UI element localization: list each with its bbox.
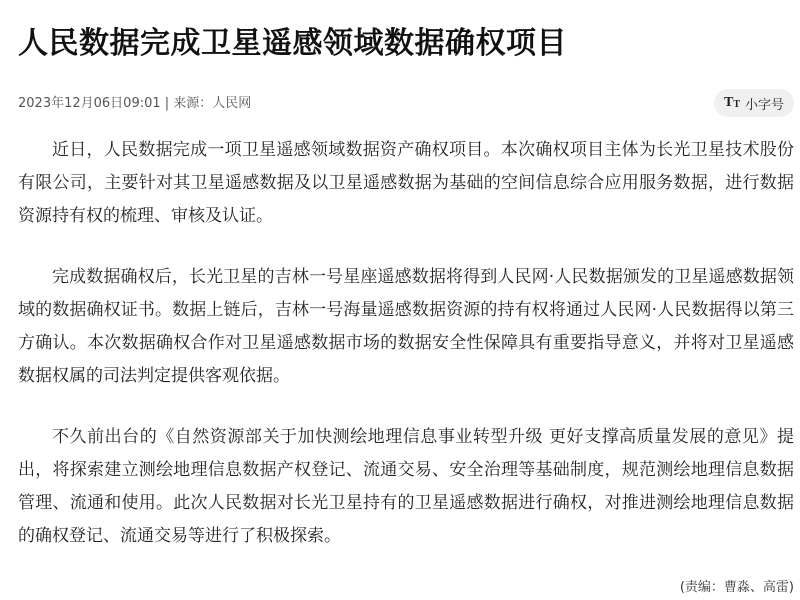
article-meta: 2023年12月06日09:01 | 来源：人民网 — [18, 96, 252, 111]
article-body — [18, 134, 794, 553]
editor-credit: (责编：曹淼、高雷) — [679, 580, 794, 595]
article — [18, 0, 794, 597]
text-size-icon: T T — [723, 95, 740, 110]
font-size-toggle-label: 小字号 — [744, 97, 784, 113]
article-paragraph: 不久前出台的《自然资源部关于加快测绘地理信息事业转型升级 更好支撑高质量发展的意见》提出，将探索建立测绘地理信息数据产权登记、流通交易、安全治理等基础制度，规范测绘地理信息数据管理、流通和使用。此次人民数据对长光卫星持有的卫星遥感数据进行确权，对推进测绘地理信息数据的确权登记、流通交易等进行了积极探索。 — [18, 427, 794, 546]
article-paragraph: 完成数据确权后，长光卫星的吉林一号星座遥感数据将得到人民网·人民数据颁发的卫星遥感数据领域的数据确权证书。数据上链后，吉林一号海量遥感数据资源的持有权将通过人民网·人民数据得以第三方确认。本次数据确权合作对卫星遥感数据市场的数据安全性保障具有重要指导意义，并将对卫星遥感数据权属的司法判定提供客观依据。 — [18, 267, 794, 386]
article-title: 人民数据完成卫星遥感领域数据确权项目 — [18, 26, 567, 61]
article-paragraph: 近日，人民数据完成一项卫星遥感领域数据资产确权项目。本次确权项目主体为长光卫星技术股份有限公司，主要针对其卫星遥感数据及以卫星遥感数据为基础的空间信息综合应用服务数据，进行数据资源持有权的梳理、审核及认证。 — [18, 140, 794, 226]
meta-row — [18, 89, 794, 119]
font-size-toggle-button[interactable] — [714, 89, 794, 117]
